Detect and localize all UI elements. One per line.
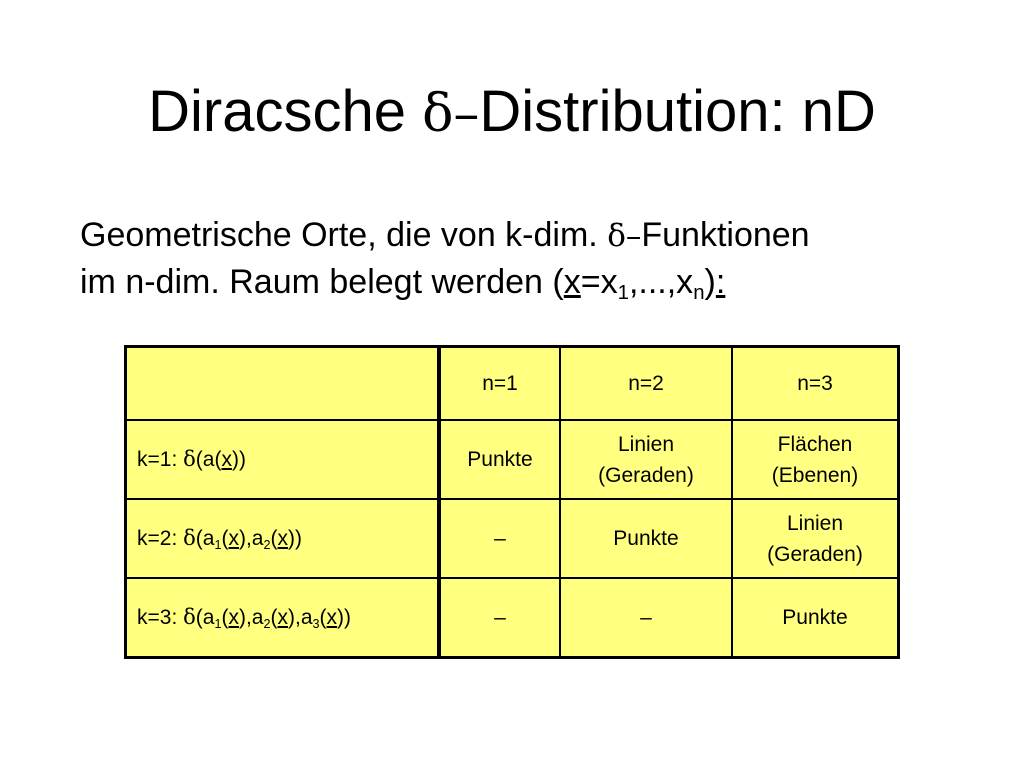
intro-eq: =x: [580, 263, 618, 301]
header-corner: [126, 347, 440, 421]
slide-title: [0, 72, 1024, 154]
cell-k1-n3: [732, 420, 899, 499]
subscript-1: 1: [617, 282, 629, 305]
cell-k3-n2: [560, 578, 732, 658]
vector-x: x: [221, 448, 232, 471]
delta-symbol: δ: [183, 526, 196, 550]
vector-x: x: [277, 527, 289, 550]
subscript: 1: [214, 537, 222, 552]
intro-mid: ,...,x: [628, 263, 694, 301]
cell-line: Flächen: [777, 432, 853, 456]
delta-symbol: δ: [183, 447, 196, 471]
vector-x: x: [277, 606, 289, 629]
table-header-row: [126, 347, 899, 421]
cell-line: Linien: [617, 432, 675, 456]
row-label-k1: [126, 420, 440, 499]
cell-k1-n1: Punkte: [439, 420, 560, 499]
k-label: k=2:: [137, 527, 184, 550]
title-part2: Distribution: nD: [479, 79, 876, 144]
vector-x: x: [563, 263, 581, 301]
intro-line1-text2: Funktionen: [641, 216, 810, 254]
header-n1: n=1: [439, 347, 560, 421]
cell-k2-n3: [732, 499, 899, 578]
formula-part: )): [231, 448, 246, 471]
k-label: k=1:: [137, 448, 184, 471]
intro-line1-text: Geometrische Orte, die von k-dim.: [80, 216, 608, 254]
subscript: 2: [263, 616, 271, 631]
intro-colon: :: [715, 263, 726, 301]
formula-part: (: [319, 606, 327, 629]
cell-k2-n1: [439, 499, 560, 578]
cell-line: Linien: [786, 511, 844, 535]
intro-close: ): [704, 263, 716, 301]
formula-part: ),a: [238, 606, 264, 629]
intro-text: [80, 212, 980, 305]
k-label: k=3:: [137, 606, 184, 629]
formula-part: (: [221, 606, 229, 629]
vector-x: x: [326, 606, 338, 629]
formula-part: )): [337, 606, 352, 629]
formula-part: (a: [195, 527, 215, 550]
vector-x: x: [228, 606, 239, 629]
row-label-k2: [126, 499, 440, 578]
formula-part: (a: [195, 606, 215, 629]
formula-part: (: [221, 527, 229, 550]
formula-part: ),a: [288, 606, 313, 629]
cell-line: (Geraden): [598, 463, 694, 487]
dash-symbol: –: [640, 606, 652, 629]
cell-line: (Geraden): [767, 542, 863, 566]
subscript: 3: [312, 616, 320, 631]
geometry-table: [124, 345, 900, 659]
subscript-n: n: [693, 282, 705, 305]
subscript: 2: [263, 537, 271, 552]
header-n2: n=2: [560, 347, 732, 421]
intro-line-2: [80, 259, 980, 305]
row-label-k3: [126, 578, 440, 658]
cell-k3-n3: Punkte: [732, 578, 899, 658]
table-row: [126, 499, 899, 578]
formula-part: (: [214, 448, 222, 471]
cell-k1-n2: [560, 420, 732, 499]
table-row: [126, 578, 899, 658]
formula-part: (: [270, 606, 278, 629]
dash-symbol: –: [494, 606, 506, 629]
vector-x: x: [228, 527, 239, 550]
cell-line: (Ebenen): [771, 463, 859, 487]
header-n3: n=3: [732, 347, 899, 421]
intro-line2-text: im n-dim. Raum belegt werden (: [80, 263, 564, 301]
intro-delta-symbol: δ–: [607, 218, 642, 254]
title-part1: Diracsche: [148, 79, 423, 144]
title-delta-symbol: δ–: [422, 84, 480, 144]
formula-part: )): [288, 527, 303, 550]
cell-k3-n1: [439, 578, 560, 658]
subscript: 1: [214, 616, 222, 631]
intro-line-1: [80, 212, 980, 259]
cell-k2-n2: Punkte: [560, 499, 732, 578]
formula-part: (: [270, 527, 278, 550]
table-row: [126, 420, 899, 499]
formula-part: ),a: [238, 527, 264, 550]
dash-symbol: –: [494, 527, 506, 550]
delta-symbol: δ: [183, 605, 196, 629]
formula-part: (a: [195, 448, 215, 471]
